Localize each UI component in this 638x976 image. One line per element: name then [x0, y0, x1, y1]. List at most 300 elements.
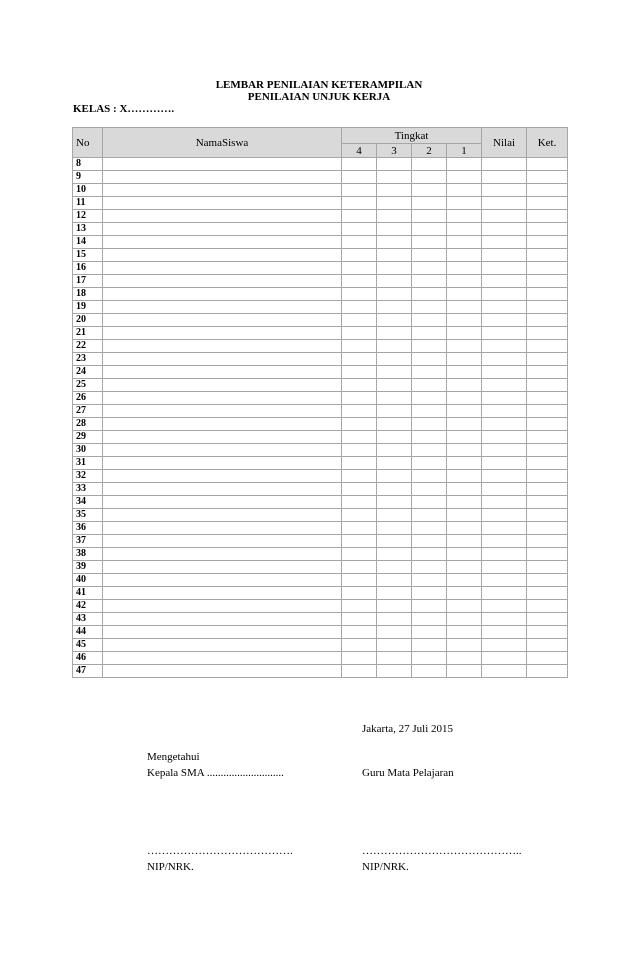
level-3-cell[interactable]: [377, 392, 412, 405]
level-3-cell[interactable]: [377, 262, 412, 275]
level-3-cell[interactable]: [377, 353, 412, 366]
level-2-cell[interactable]: [412, 587, 447, 600]
ket-cell[interactable]: [527, 288, 568, 301]
level-2-cell[interactable]: [412, 184, 447, 197]
level-2-cell[interactable]: [412, 652, 447, 665]
student-name-cell[interactable]: [103, 184, 342, 197]
level-1-cell[interactable]: [447, 366, 482, 379]
level-3-cell[interactable]: [377, 340, 412, 353]
ket-cell[interactable]: [527, 405, 568, 418]
nilai-cell[interactable]: [482, 223, 527, 236]
level-3-cell[interactable]: [377, 639, 412, 652]
student-name-cell[interactable]: [103, 652, 342, 665]
level-4-cell[interactable]: [342, 340, 377, 353]
student-name-cell[interactable]: [103, 470, 342, 483]
place-date: Jakarta, 27 Juli 2015: [362, 723, 454, 735]
table-row: [73, 626, 568, 639]
level-3-cell[interactable]: [377, 496, 412, 509]
ket-cell[interactable]: [527, 392, 568, 405]
level-4-cell[interactable]: [342, 223, 377, 236]
nilai-cell[interactable]: [482, 405, 527, 418]
level-1-cell[interactable]: [447, 587, 482, 600]
level-1-cell[interactable]: [447, 418, 482, 431]
table-row: [73, 561, 568, 574]
table-row: [73, 301, 568, 314]
row-number: 26: [73, 392, 103, 405]
level-1-cell[interactable]: [447, 483, 482, 496]
ket-cell[interactable]: [527, 158, 568, 171]
level-2-cell[interactable]: [412, 444, 447, 457]
level-1-cell[interactable]: [447, 561, 482, 574]
nilai-cell[interactable]: [482, 587, 527, 600]
level-1-cell[interactable]: [447, 639, 482, 652]
student-name-cell[interactable]: [103, 366, 342, 379]
level-3-cell[interactable]: [377, 366, 412, 379]
level-1-cell[interactable]: [447, 340, 482, 353]
level-1-cell[interactable]: [447, 535, 482, 548]
level-3-cell[interactable]: [377, 314, 412, 327]
level-1-cell[interactable]: [447, 184, 482, 197]
level-1-cell[interactable]: [447, 665, 482, 678]
student-name-cell[interactable]: [103, 353, 342, 366]
nilai-cell[interactable]: [482, 379, 527, 392]
level-2-cell[interactable]: [412, 535, 447, 548]
level-2-cell[interactable]: [412, 405, 447, 418]
level-1-cell[interactable]: [447, 574, 482, 587]
ket-cell[interactable]: [527, 652, 568, 665]
kelas-label: KELAS : X………….: [73, 103, 175, 115]
ket-cell[interactable]: [527, 522, 568, 535]
level-1-cell[interactable]: [447, 314, 482, 327]
level-3-cell[interactable]: [377, 379, 412, 392]
table-row: [73, 600, 568, 613]
level-2-cell[interactable]: [412, 314, 447, 327]
level-1-cell[interactable]: [447, 197, 482, 210]
level-3-cell[interactable]: [377, 470, 412, 483]
level-1-cell[interactable]: [447, 353, 482, 366]
ket-cell[interactable]: [527, 665, 568, 678]
level-4-cell[interactable]: [342, 600, 377, 613]
level-2-cell[interactable]: [412, 639, 447, 652]
nilai-cell[interactable]: [482, 366, 527, 379]
nilai-cell[interactable]: [482, 327, 527, 340]
level-2-cell[interactable]: [412, 483, 447, 496]
level-2-cell[interactable]: [412, 457, 447, 470]
nilai-cell[interactable]: [482, 288, 527, 301]
level-1-cell[interactable]: [447, 626, 482, 639]
student-name-cell[interactable]: [103, 639, 342, 652]
nilai-cell[interactable]: [482, 236, 527, 249]
student-name-cell[interactable]: [103, 392, 342, 405]
ket-cell[interactable]: [527, 470, 568, 483]
level-2-cell[interactable]: [412, 262, 447, 275]
level-1-cell[interactable]: [447, 652, 482, 665]
student-name-cell[interactable]: [103, 509, 342, 522]
student-name-cell[interactable]: [103, 522, 342, 535]
student-name-cell[interactable]: [103, 262, 342, 275]
table-row: [73, 665, 568, 678]
ket-cell[interactable]: [527, 509, 568, 522]
ket-cell[interactable]: [527, 444, 568, 457]
ket-cell[interactable]: [527, 236, 568, 249]
row-number: 45: [73, 639, 103, 652]
ket-cell[interactable]: [527, 353, 568, 366]
level-2-cell[interactable]: [412, 379, 447, 392]
level-4-cell[interactable]: [342, 158, 377, 171]
student-name-cell[interactable]: [103, 587, 342, 600]
nilai-cell[interactable]: [482, 158, 527, 171]
level-3-cell[interactable]: [377, 249, 412, 262]
ket-cell[interactable]: [527, 249, 568, 262]
nilai-cell[interactable]: [482, 249, 527, 262]
level-2-cell[interactable]: [412, 626, 447, 639]
student-name-cell[interactable]: [103, 249, 342, 262]
level-3-cell[interactable]: [377, 431, 412, 444]
level-2-cell[interactable]: [412, 431, 447, 444]
level-3-cell[interactable]: [377, 223, 412, 236]
level-4-cell[interactable]: [342, 457, 377, 470]
row-number: 37: [73, 535, 103, 548]
level-2-cell[interactable]: [412, 574, 447, 587]
level-1-cell[interactable]: [447, 496, 482, 509]
student-name-cell[interactable]: [103, 223, 342, 236]
level-4-cell[interactable]: [342, 418, 377, 431]
level-4-cell[interactable]: [342, 197, 377, 210]
level-4-cell[interactable]: [342, 431, 377, 444]
nilai-cell[interactable]: [482, 626, 527, 639]
level-1-cell[interactable]: [447, 288, 482, 301]
level-2-cell[interactable]: [412, 171, 447, 184]
ket-cell[interactable]: [527, 561, 568, 574]
ket-cell[interactable]: [527, 379, 568, 392]
nilai-cell[interactable]: [482, 509, 527, 522]
nilai-cell[interactable]: [482, 210, 527, 223]
nilai-cell[interactable]: [482, 535, 527, 548]
level-1-cell[interactable]: [447, 431, 482, 444]
student-name-cell[interactable]: [103, 158, 342, 171]
nilai-cell[interactable]: [482, 457, 527, 470]
level-1-cell[interactable]: [447, 444, 482, 457]
level-1-cell[interactable]: [447, 210, 482, 223]
student-name-cell[interactable]: [103, 340, 342, 353]
level-4-cell[interactable]: [342, 470, 377, 483]
student-name-cell[interactable]: [103, 626, 342, 639]
level-1-cell[interactable]: [447, 613, 482, 626]
nilai-cell[interactable]: [482, 197, 527, 210]
nilai-cell[interactable]: [482, 522, 527, 535]
level-2-cell[interactable]: [412, 548, 447, 561]
student-name-cell[interactable]: [103, 548, 342, 561]
level-4-cell[interactable]: [342, 379, 377, 392]
nilai-cell[interactable]: [482, 574, 527, 587]
ket-cell[interactable]: [527, 301, 568, 314]
nilai-cell[interactable]: [482, 184, 527, 197]
row-number: 46: [73, 652, 103, 665]
level-4-cell[interactable]: [342, 392, 377, 405]
ket-cell[interactable]: [527, 327, 568, 340]
level-4-cell[interactable]: [342, 444, 377, 457]
nilai-cell[interactable]: [482, 275, 527, 288]
nilai-cell[interactable]: [482, 340, 527, 353]
level-3-cell[interactable]: [377, 418, 412, 431]
level-1-cell[interactable]: [447, 236, 482, 249]
level-2-cell[interactable]: [412, 301, 447, 314]
level-4-cell[interactable]: [342, 275, 377, 288]
level-1-cell[interactable]: [447, 158, 482, 171]
level-4-cell[interactable]: [342, 561, 377, 574]
level-3-cell[interactable]: [377, 522, 412, 535]
level-2-cell[interactable]: [412, 496, 447, 509]
level-4-cell[interactable]: [342, 327, 377, 340]
nilai-cell[interactable]: [482, 600, 527, 613]
nilai-cell[interactable]: [482, 171, 527, 184]
level-4-cell[interactable]: [342, 665, 377, 678]
level-4-cell[interactable]: [342, 210, 377, 223]
student-name-cell[interactable]: [103, 613, 342, 626]
level-2-cell[interactable]: [412, 223, 447, 236]
level-4-cell[interactable]: [342, 587, 377, 600]
ket-cell[interactable]: [527, 600, 568, 613]
nilai-cell[interactable]: [482, 262, 527, 275]
student-name-cell[interactable]: [103, 496, 342, 509]
ket-cell[interactable]: [527, 548, 568, 561]
header-level: 3: [377, 144, 412, 158]
ket-cell[interactable]: [527, 613, 568, 626]
nilai-cell[interactable]: [482, 483, 527, 496]
level-1-cell[interactable]: [447, 171, 482, 184]
ket-cell[interactable]: [527, 314, 568, 327]
level-3-cell[interactable]: [377, 509, 412, 522]
level-1-cell[interactable]: [447, 470, 482, 483]
level-3-cell[interactable]: [377, 171, 412, 184]
ket-cell[interactable]: [527, 496, 568, 509]
ket-cell[interactable]: [527, 574, 568, 587]
level-1-cell[interactable]: [447, 392, 482, 405]
level-3-cell[interactable]: [377, 405, 412, 418]
ket-cell[interactable]: [527, 457, 568, 470]
level-2-cell[interactable]: [412, 418, 447, 431]
level-3-cell[interactable]: [377, 652, 412, 665]
student-name-cell[interactable]: [103, 314, 342, 327]
nilai-cell[interactable]: [482, 496, 527, 509]
student-name-cell[interactable]: [103, 379, 342, 392]
level-2-cell[interactable]: [412, 210, 447, 223]
level-2-cell[interactable]: [412, 288, 447, 301]
level-3-cell[interactable]: [377, 288, 412, 301]
level-3-cell[interactable]: [377, 548, 412, 561]
level-2-cell[interactable]: [412, 158, 447, 171]
level-1-cell[interactable]: [447, 457, 482, 470]
ket-cell[interactable]: [527, 275, 568, 288]
level-3-cell[interactable]: [377, 587, 412, 600]
level-4-cell[interactable]: [342, 574, 377, 587]
level-4-cell[interactable]: [342, 496, 377, 509]
level-4-cell[interactable]: [342, 353, 377, 366]
level-3-cell[interactable]: [377, 535, 412, 548]
level-4-cell[interactable]: [342, 249, 377, 262]
level-4-cell[interactable]: [342, 262, 377, 275]
level-3-cell[interactable]: [377, 158, 412, 171]
nilai-cell[interactable]: [482, 613, 527, 626]
level-4-cell[interactable]: [342, 639, 377, 652]
student-name-cell[interactable]: [103, 418, 342, 431]
level-3-cell[interactable]: [377, 275, 412, 288]
nilai-cell[interactable]: [482, 444, 527, 457]
ket-cell[interactable]: [527, 626, 568, 639]
student-name-cell[interactable]: [103, 444, 342, 457]
level-2-cell[interactable]: [412, 522, 447, 535]
row-number: 43: [73, 613, 103, 626]
ket-cell[interactable]: [527, 418, 568, 431]
student-name-cell[interactable]: [103, 574, 342, 587]
student-name-cell[interactable]: [103, 301, 342, 314]
level-2-cell[interactable]: [412, 275, 447, 288]
student-name-cell[interactable]: [103, 561, 342, 574]
level-3-cell[interactable]: [377, 613, 412, 626]
level-2-cell[interactable]: [412, 665, 447, 678]
level-1-cell[interactable]: [447, 301, 482, 314]
ket-cell[interactable]: [527, 171, 568, 184]
ket-cell[interactable]: [527, 340, 568, 353]
nilai-cell[interactable]: [482, 314, 527, 327]
level-4-cell[interactable]: [342, 535, 377, 548]
level-3-cell[interactable]: [377, 210, 412, 223]
level-1-cell[interactable]: [447, 548, 482, 561]
level-4-cell[interactable]: [342, 301, 377, 314]
student-name-cell[interactable]: [103, 327, 342, 340]
ket-cell[interactable]: [527, 483, 568, 496]
level-1-cell[interactable]: [447, 249, 482, 262]
student-name-cell[interactable]: [103, 483, 342, 496]
student-name-cell[interactable]: [103, 405, 342, 418]
level-3-cell[interactable]: [377, 561, 412, 574]
level-2-cell[interactable]: [412, 613, 447, 626]
level-1-cell[interactable]: [447, 223, 482, 236]
level-4-cell[interactable]: [342, 522, 377, 535]
ket-cell[interactable]: [527, 262, 568, 275]
level-1-cell[interactable]: [447, 600, 482, 613]
student-name-cell[interactable]: [103, 171, 342, 184]
student-name-cell[interactable]: [103, 600, 342, 613]
level-2-cell[interactable]: [412, 197, 447, 210]
level-3-cell[interactable]: [377, 327, 412, 340]
ket-cell[interactable]: [527, 587, 568, 600]
student-name-cell[interactable]: [103, 288, 342, 301]
student-name-cell[interactable]: [103, 665, 342, 678]
ket-cell[interactable]: [527, 184, 568, 197]
level-2-cell[interactable]: [412, 353, 447, 366]
nilai-cell[interactable]: [482, 301, 527, 314]
ket-cell[interactable]: [527, 223, 568, 236]
level-4-cell[interactable]: [342, 652, 377, 665]
level-1-cell[interactable]: [447, 405, 482, 418]
row-number: 11: [73, 197, 103, 210]
level-4-cell[interactable]: [342, 184, 377, 197]
ket-cell[interactable]: [527, 366, 568, 379]
level-3-cell[interactable]: [377, 197, 412, 210]
nilai-cell[interactable]: [482, 548, 527, 561]
ket-cell[interactable]: [527, 210, 568, 223]
level-2-cell[interactable]: [412, 509, 447, 522]
student-name-cell[interactable]: [103, 210, 342, 223]
level-4-cell[interactable]: [342, 509, 377, 522]
level-4-cell[interactable]: [342, 171, 377, 184]
level-3-cell[interactable]: [377, 483, 412, 496]
ket-cell[interactable]: [527, 197, 568, 210]
student-name-cell[interactable]: [103, 431, 342, 444]
level-3-cell[interactable]: [377, 301, 412, 314]
student-name-cell[interactable]: [103, 457, 342, 470]
level-1-cell[interactable]: [447, 275, 482, 288]
level-4-cell[interactable]: [342, 314, 377, 327]
level-3-cell[interactable]: [377, 444, 412, 457]
nilai-cell[interactable]: [482, 418, 527, 431]
nilai-cell[interactable]: [482, 665, 527, 678]
header-ket: Ket.: [527, 128, 568, 158]
student-name-cell[interactable]: [103, 236, 342, 249]
level-3-cell[interactable]: [377, 626, 412, 639]
level-4-cell[interactable]: [342, 613, 377, 626]
level-4-cell[interactable]: [342, 288, 377, 301]
ket-cell[interactable]: [527, 431, 568, 444]
level-4-cell[interactable]: [342, 366, 377, 379]
row-number: 40: [73, 574, 103, 587]
nilai-cell[interactable]: [482, 431, 527, 444]
level-2-cell[interactable]: [412, 249, 447, 262]
level-4-cell[interactable]: [342, 626, 377, 639]
level-2-cell[interactable]: [412, 236, 447, 249]
level-2-cell[interactable]: [412, 327, 447, 340]
level-1-cell[interactable]: [447, 327, 482, 340]
table-row: [73, 496, 568, 509]
nilai-cell[interactable]: [482, 353, 527, 366]
level-2-cell[interactable]: [412, 470, 447, 483]
student-name-cell[interactable]: [103, 535, 342, 548]
nilai-cell[interactable]: [482, 652, 527, 665]
level-2-cell[interactable]: [412, 340, 447, 353]
level-2-cell[interactable]: [412, 366, 447, 379]
nilai-cell[interactable]: [482, 561, 527, 574]
level-1-cell[interactable]: [447, 522, 482, 535]
level-3-cell[interactable]: [377, 236, 412, 249]
level-2-cell[interactable]: [412, 392, 447, 405]
level-2-cell[interactable]: [412, 600, 447, 613]
student-name-cell[interactable]: [103, 197, 342, 210]
table-row: [73, 340, 568, 353]
nilai-cell[interactable]: [482, 392, 527, 405]
level-4-cell[interactable]: [342, 483, 377, 496]
level-3-cell[interactable]: [377, 600, 412, 613]
nilai-cell[interactable]: [482, 470, 527, 483]
row-number: 18: [73, 288, 103, 301]
level-4-cell[interactable]: [342, 236, 377, 249]
level-1-cell[interactable]: [447, 509, 482, 522]
ket-cell[interactable]: [527, 639, 568, 652]
level-4-cell[interactable]: [342, 405, 377, 418]
level-3-cell[interactable]: [377, 665, 412, 678]
level-1-cell[interactable]: [447, 379, 482, 392]
nilai-cell[interactable]: [482, 639, 527, 652]
level-4-cell[interactable]: [342, 548, 377, 561]
level-3-cell[interactable]: [377, 574, 412, 587]
level-3-cell[interactable]: [377, 457, 412, 470]
level-1-cell[interactable]: [447, 262, 482, 275]
ket-cell[interactable]: [527, 535, 568, 548]
table-row: [73, 522, 568, 535]
level-3-cell[interactable]: [377, 184, 412, 197]
level-2-cell[interactable]: [412, 561, 447, 574]
student-name-cell[interactable]: [103, 275, 342, 288]
